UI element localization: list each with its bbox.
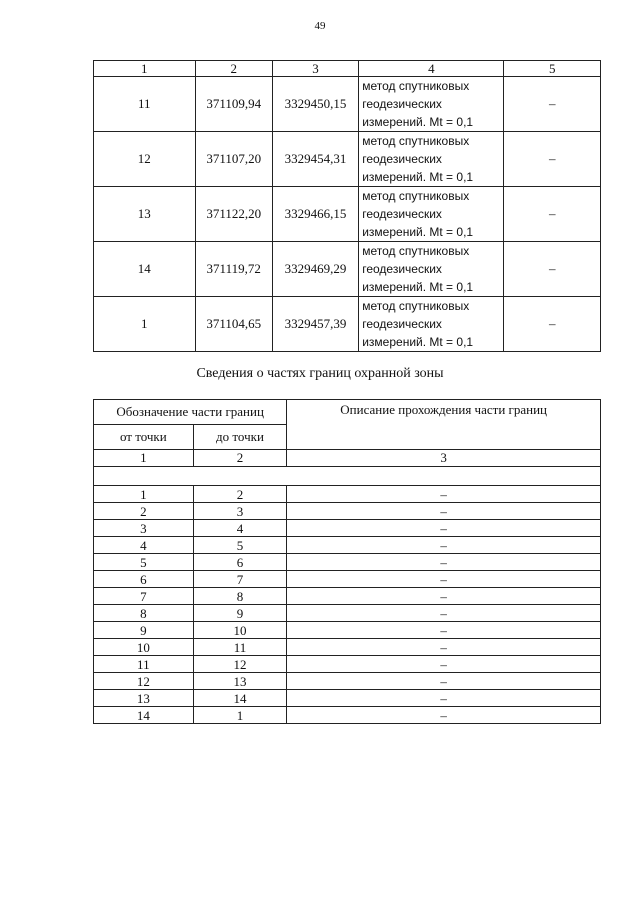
- y-coordinate-cell: 3329469,29: [272, 242, 358, 297]
- coordinates-header-cell: 3: [272, 61, 358, 77]
- coordinates-table: [93, 60, 601, 352]
- parts-column-numbers-row: [94, 450, 601, 467]
- to-point-cell: 3: [193, 503, 287, 520]
- table-row: [94, 297, 601, 352]
- y-coordinate-cell: 3329450,15: [272, 77, 358, 132]
- x-coordinate-cell: 371119,72: [195, 242, 272, 297]
- table-row: [94, 132, 601, 187]
- coordinates-header-row: [94, 61, 601, 77]
- to-point-cell: 13: [193, 673, 287, 690]
- to-point-cell: 6: [193, 554, 287, 571]
- to-point-cell: 9: [193, 605, 287, 622]
- column-number: 3: [287, 450, 601, 467]
- table-row: [94, 486, 601, 503]
- from-point-cell: 12: [94, 673, 194, 690]
- method-cell: метод спутниковых геодезических измерений. Mt = 0,1: [359, 297, 504, 352]
- description-cell: –: [287, 554, 601, 571]
- table-row: [94, 187, 601, 242]
- method-cell: метод спутниковых геодезических измерений. Mt = 0,1: [359, 77, 504, 132]
- table-row: [94, 520, 601, 537]
- description-cell: –: [287, 503, 601, 520]
- column-number: 1: [94, 450, 194, 467]
- parts-header-row: [94, 400, 601, 425]
- from-point-cell: 7: [94, 588, 194, 605]
- to-point-cell: 5: [193, 537, 287, 554]
- description-cell: –: [287, 520, 601, 537]
- table-row: [94, 571, 601, 588]
- table-row: [94, 242, 601, 297]
- table-row: [94, 673, 601, 690]
- from-point-cell: 1: [94, 486, 194, 503]
- x-coordinate-cell: 371122,20: [195, 187, 272, 242]
- description-cell: –: [287, 707, 601, 724]
- description-cell: –: [287, 656, 601, 673]
- table-row: [94, 77, 601, 132]
- y-coordinate-cell: 3329454,31: [272, 132, 358, 187]
- from-point-cell: 3: [94, 520, 194, 537]
- point-number-cell: 11: [94, 77, 196, 132]
- header-description: Описание прохождения части границ: [287, 400, 601, 450]
- note-cell: –: [504, 132, 601, 187]
- coordinates-header-cell: 4: [359, 61, 504, 77]
- from-point-cell: 11: [94, 656, 194, 673]
- point-number-cell: 1: [94, 297, 196, 352]
- column-number: 2: [193, 450, 287, 467]
- method-cell: метод спутниковых геодезических измерений. Mt = 0,1: [359, 187, 504, 242]
- table-row: [94, 639, 601, 656]
- x-coordinate-cell: 371107,20: [195, 132, 272, 187]
- description-cell: –: [287, 537, 601, 554]
- description-cell: –: [287, 588, 601, 605]
- note-cell: –: [504, 242, 601, 297]
- point-number-cell: 14: [94, 242, 196, 297]
- method-cell: метод спутниковых геодезических измерений. Mt = 0,1: [359, 242, 504, 297]
- coordinates-header-cell: 1: [94, 61, 196, 77]
- to-point-cell: 7: [193, 571, 287, 588]
- table-row: [94, 588, 601, 605]
- table-row: [94, 537, 601, 554]
- page-number: 49: [314, 20, 326, 32]
- section-title: Сведения о частях границ охранной зоны: [196, 366, 444, 381]
- to-point-cell: 11: [193, 639, 287, 656]
- description-cell: –: [287, 673, 601, 690]
- table-row: [94, 503, 601, 520]
- note-cell: –: [504, 297, 601, 352]
- to-point-cell: 14: [193, 690, 287, 707]
- from-point-cell: 10: [94, 639, 194, 656]
- to-point-cell: 10: [193, 622, 287, 639]
- from-point-cell: 6: [94, 571, 194, 588]
- header-group-label: Обозначение части границ: [94, 400, 287, 425]
- point-number-cell: 12: [94, 132, 196, 187]
- to-point-cell: 1: [193, 707, 287, 724]
- description-cell: –: [287, 486, 601, 503]
- to-point-cell: 8: [193, 588, 287, 605]
- x-coordinate-cell: 371109,94: [195, 77, 272, 132]
- description-cell: –: [287, 622, 601, 639]
- table-row: [94, 690, 601, 707]
- to-point-cell: 12: [193, 656, 287, 673]
- from-point-cell: 4: [94, 537, 194, 554]
- from-point-cell: 5: [94, 554, 194, 571]
- header-from-point: от точки: [94, 425, 194, 450]
- point-number-cell: 13: [94, 187, 196, 242]
- y-coordinate-cell: 3329466,15: [272, 187, 358, 242]
- to-point-cell: 4: [193, 520, 287, 537]
- from-point-cell: 13: [94, 690, 194, 707]
- x-coordinate-cell: 371104,65: [195, 297, 272, 352]
- blank-cell: [94, 467, 601, 486]
- table-row: [94, 707, 601, 724]
- method-cell: метод спутниковых геодезических измерений. Mt = 0,1: [359, 132, 504, 187]
- description-cell: –: [287, 571, 601, 588]
- table-row: [94, 554, 601, 571]
- coordinates-header-cell: 2: [195, 61, 272, 77]
- from-point-cell: 8: [94, 605, 194, 622]
- table-row: [94, 656, 601, 673]
- boundary-parts-table: [93, 399, 601, 724]
- to-point-cell: 2: [193, 486, 287, 503]
- from-point-cell: 14: [94, 707, 194, 724]
- description-cell: –: [287, 639, 601, 656]
- coordinates-header-cell: 5: [504, 61, 601, 77]
- description-cell: –: [287, 605, 601, 622]
- from-point-cell: 9: [94, 622, 194, 639]
- table-row: [94, 605, 601, 622]
- description-cell: –: [287, 690, 601, 707]
- note-cell: –: [504, 187, 601, 242]
- header-to-point: до точки: [193, 425, 287, 450]
- y-coordinate-cell: 3329457,39: [272, 297, 358, 352]
- table-row: [94, 622, 601, 639]
- note-cell: –: [504, 77, 601, 132]
- blank-row: [94, 467, 601, 486]
- from-point-cell: 2: [94, 503, 194, 520]
